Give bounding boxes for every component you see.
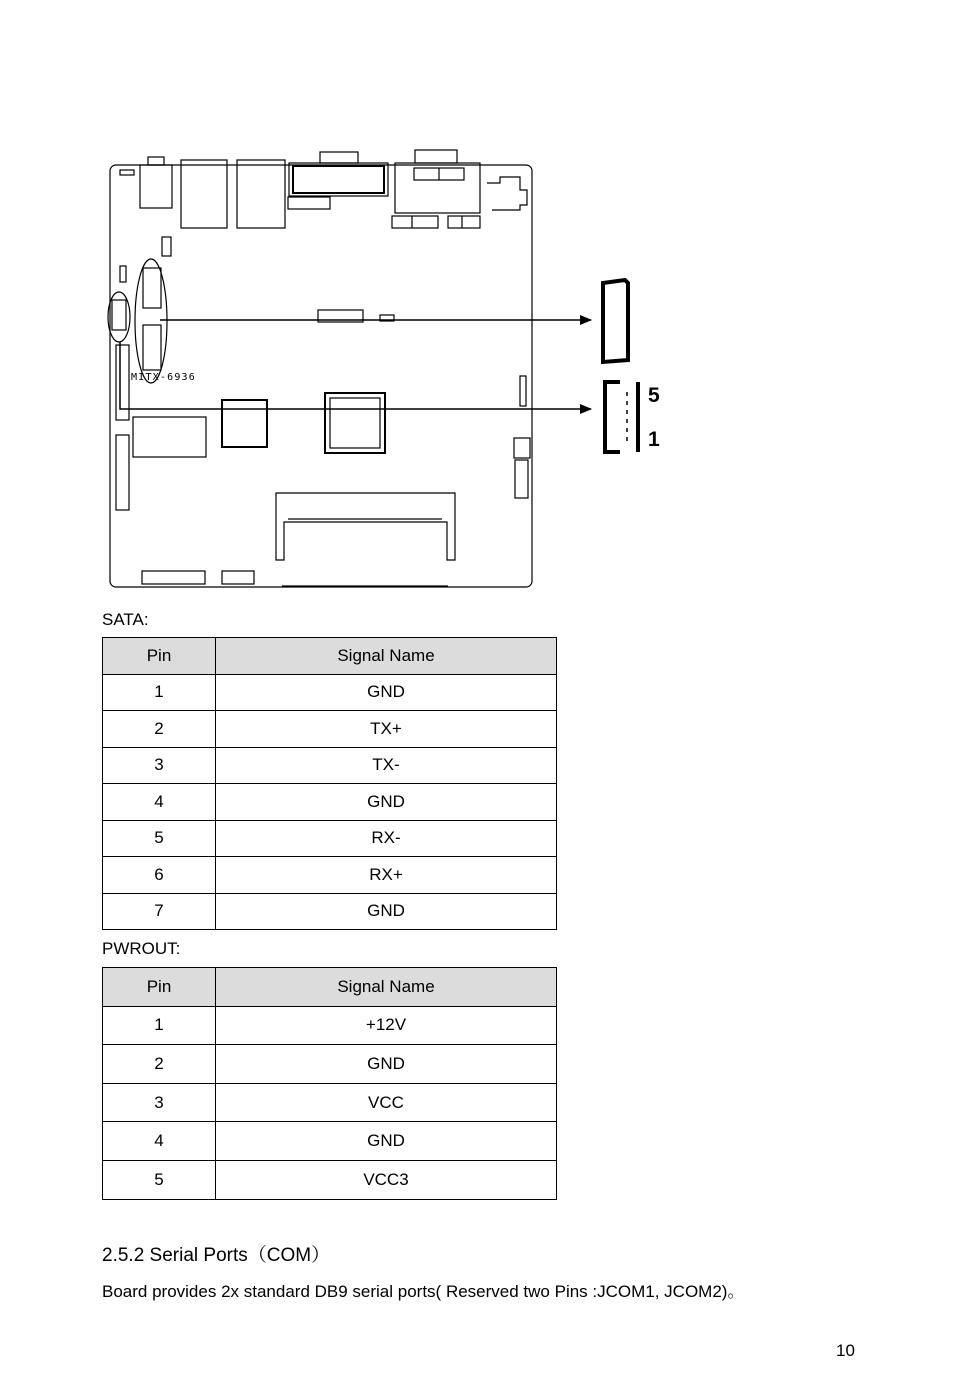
column-header-pin: Pin xyxy=(103,968,216,1007)
table-header-row xyxy=(103,968,557,1007)
signal-cell: RX- xyxy=(216,820,557,857)
signal-cell: +12V xyxy=(216,1006,557,1045)
signal-cell: TX- xyxy=(216,747,557,784)
vga-connector xyxy=(289,163,388,196)
column-header-pin: Pin xyxy=(103,638,216,675)
pin-cell: 2 xyxy=(103,1045,216,1084)
section-paragraph: Board provides 2x standard DB9 serial ports( Reserved two Pins :JCOM1, JCOM2)。 xyxy=(102,1282,745,1301)
table-row xyxy=(103,857,557,894)
chip-main xyxy=(325,393,385,453)
memory-slot xyxy=(276,493,455,560)
signal-cell: GND xyxy=(216,1045,557,1084)
board-diagram xyxy=(100,145,670,595)
signal-cell: VCC xyxy=(216,1083,557,1122)
signal-cell: GND xyxy=(216,1122,557,1161)
pin-cell: 5 xyxy=(103,1160,216,1199)
signal-cell: RX+ xyxy=(216,857,557,894)
signal-cell: VCC3 xyxy=(216,1160,557,1199)
column-header-signal: Signal Name xyxy=(216,968,557,1007)
column-header-signal: Signal Name xyxy=(216,638,557,675)
pin-label-low: 1 xyxy=(648,428,660,451)
sata-connector-symbol xyxy=(603,280,628,362)
board-label: MITX-6936 xyxy=(131,372,196,383)
signal-cell: GND xyxy=(216,784,557,821)
usb-port-2 xyxy=(237,160,285,228)
page-number: 10 xyxy=(836,1341,855,1360)
sata-pin-table xyxy=(102,637,557,930)
section-heading: 2.5.2 Serial Ports（COM） xyxy=(102,1245,331,1266)
usb-port-1 xyxy=(181,160,227,228)
pin-cell: 6 xyxy=(103,857,216,894)
table-row xyxy=(103,1045,557,1084)
pwrout-connector-symbol xyxy=(605,382,620,452)
table-row xyxy=(103,784,557,821)
pin-cell: 3 xyxy=(103,747,216,784)
signal-cell: GND xyxy=(216,893,557,930)
table-row xyxy=(103,1006,557,1045)
pwrout-pin-table xyxy=(102,967,557,1200)
pin-cell: 7 xyxy=(103,893,216,930)
sata-connector-on-board xyxy=(143,268,161,308)
chip-small xyxy=(222,400,267,447)
pin-cell: 4 xyxy=(103,784,216,821)
sata-label: SATA: xyxy=(102,610,149,629)
table-header-row xyxy=(103,638,557,675)
table-row xyxy=(103,674,557,711)
table-row xyxy=(103,820,557,857)
pin-label-high: 5 xyxy=(648,384,660,407)
table-row xyxy=(103,1160,557,1199)
pin-cell: 5 xyxy=(103,820,216,857)
pwrout-connector-on-board xyxy=(112,300,126,330)
table-row xyxy=(103,1122,557,1161)
com-connector xyxy=(395,163,480,213)
pin-cell: 1 xyxy=(103,674,216,711)
table-row xyxy=(103,1083,557,1122)
sata-highlight xyxy=(135,259,167,383)
signal-cell: TX+ xyxy=(216,711,557,748)
pin-cell: 2 xyxy=(103,711,216,748)
pin-cell: 1 xyxy=(103,1006,216,1045)
table-row xyxy=(103,893,557,930)
table-row xyxy=(103,747,557,784)
signal-cell: GND xyxy=(216,674,557,711)
table-row xyxy=(103,711,557,748)
pin-cell: 3 xyxy=(103,1083,216,1122)
pwrout-label: PWROUT: xyxy=(102,939,181,958)
pin-cell: 4 xyxy=(103,1122,216,1161)
